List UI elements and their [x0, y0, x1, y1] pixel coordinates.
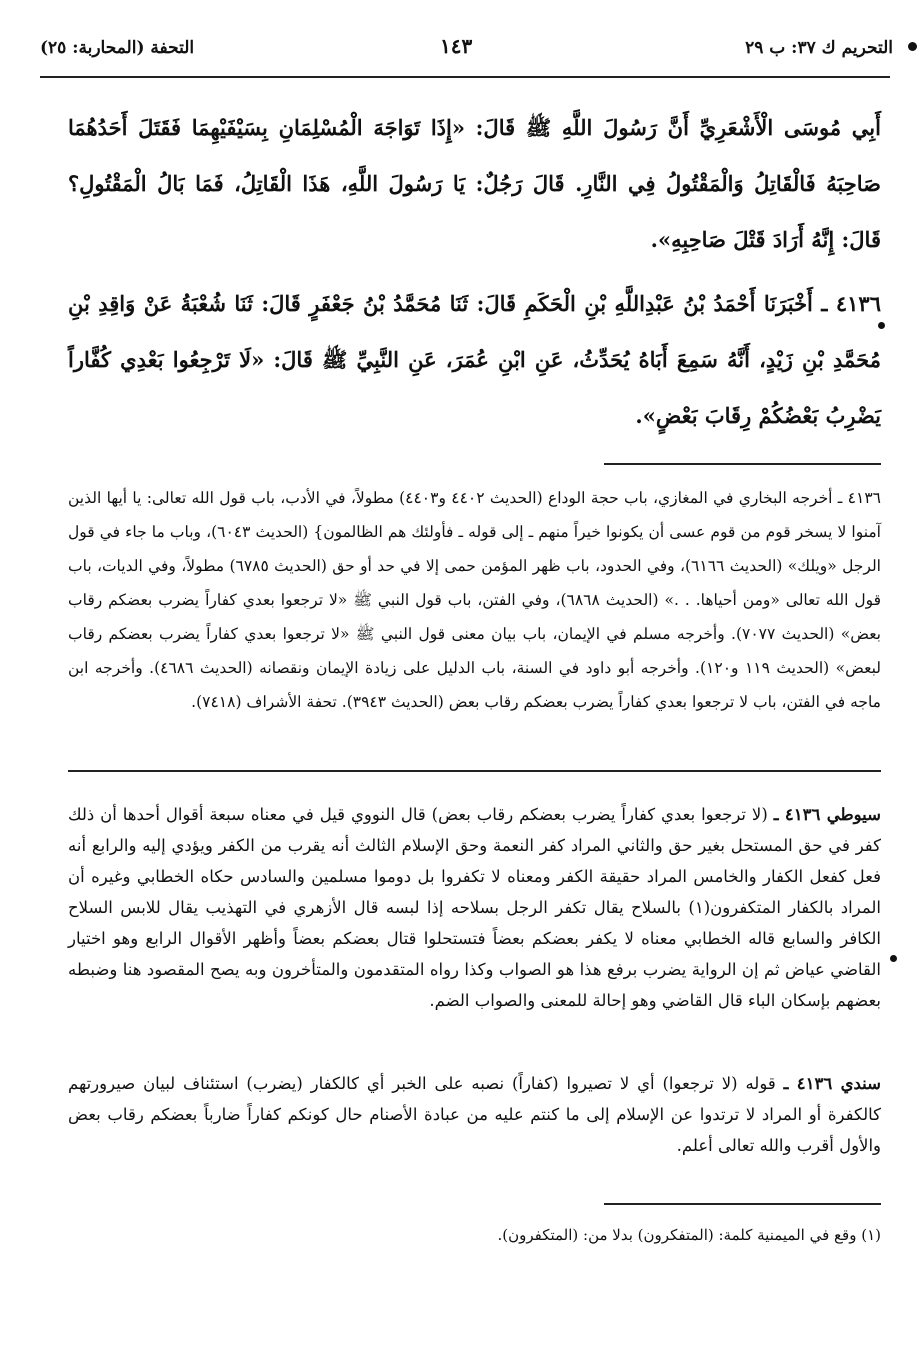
hadith-4136-text: ٤١٣٦ ـ أَخْبَرَنَا أَحْمَدُ بْنُ عَبْدِاللَّهِ بْنِ الْحَكَمِ قَالَ: ثَنَا مُحَمَّدُ بْنُ جَعْفَرٍ قَالَ: ثَنَا شُعْبَةُ عَنْ وَاقِدِ بْنِ مُحَمَّدِ بْنِ زَيْدٍ، أَنَّهُ سَمِعَ أَبَاهُ يُحَدِّثُ، عَنِ ابْنِ عُمَرَ، عَنِ النَّبِيِّ ﷺ قَالَ: «لَا تَرْجِعُوا بَعْدِي كُفَّاراً يَضْرِبُ بَعْضُكُمْ رِقَابَ بَعْضٍ». — [68, 291, 881, 428]
suyuti-commentary — [68, 799, 881, 1049]
suyuti-text: (لا ترجعوا بعدي كفاراً يضرب بعضكم رقاب بعض) قال النووي قيل في معناه سبعة أقوال أحدها أن ذلك كفر في حق المستحل بغير حق والثاني المراد كفر النعمة وحق الإسلام الثالث أنه يقرب من الكفر ويؤدي إليه والرابع أنه فعل كفعل الكفار والخامس المراد حقيقة الكفر ومعناه لا تكفروا بل دوموا مسلمين والسادس حكاه الخطابي وغيره أن المراد بالكفار المتكفرون(١) بالسلاح يقال تكفر الرجل بسلاحه إذا لبسه قال الأزهري في التهذيب يقال للابس السلاح الكافر والسابع قاله الخطابي معناه لا يكفر بعضكم بعضاً فتستحلوا قتال بعضكم بعضاً وأظهر الأقوال الرابع وهو اختيار القاضي عياض ثم إن الرواية يضرب برفع هذا هو الصواب وكذا رواه المتقدمون والمتأخرون وبه يصح المقصود هنا وضبطه بعضهم بإسكان الباء قال القاضي وهو إحالة للمعنى والصواب الضم. — [68, 805, 881, 1010]
header-rule — [40, 76, 890, 78]
header-chapter-reference: التحريم ك ٣٧: ب ٢٩ — [745, 38, 893, 58]
takhrij-note: ٤١٣٦ ـ أخرجه البخاري في المغازي، باب حجة الوداع (الحديث ٤٤٠٢ و٤٤٠٣) مطولاً، في الأدب، باب قول الله تعالى: يا أيها الذين آمنوا لا يسخر قوم من قوم عسى أن يكونوا خيراً منهم ـ إلى قوله ـ فأولئك هم الظالمون} (الحديث ٦٠٤٣)، وباب ما جاء في قول الرجل «ويلك» (الحديث ٦١٦٦)، وفي الحدود، باب ظهر المؤمن حمى إلا في حد أو حق (الحديث ٦٧٨٥) مطولاً، وفي الديات، باب قول الله تعالى «ومن أحياها. . .» (الحديث ٦٨٦٨)، وفي الفتن، باب قول النبي ﷺ «لا ترجعوا بعدي كفاراً يضرب بعضكم رقاب بعض» (الحديث ٧٠٧٧). وأخرجه مسلم في الإيمان، باب بيان معنى قول النبي ﷺ «لا ترجعوا بعدي كفاراً يضرب بعضكم رقاب لبعض» (الحديث ١١٩ و١٢٠). وأخرجه أبو داود في السنة، باب الدليل على زيادة الإيمان ونقصانه (الحديث ٤٦٨٦). وأخرجه ابن ماجه في الفتن، باب لا ترجعوا بعدي كفاراً يضرب بعضكم رقاب بعض (الحديث ٣٩٤٣). تحفة الأشراف (٧٤١٨). — [68, 489, 881, 711]
page-edge-dot — [908, 42, 917, 51]
sindi-text: قوله (لا ترجعوا) أي لا تصيروا (كفاراً) نصبه على الخبر أي كالكفار (يضرب) استئناف لبيان صيرورتهم كالكفرة أو المراد لا ترتدوا عن الإسلام إلى ما كنتم عليه من عبادة الأصنام حال كونكم كفاراً ضارباً بعضكم رقاب بعض والأول أقرب والله تعالى أعلم. — [68, 1074, 881, 1155]
footnote-separator — [604, 463, 881, 465]
header-tuhfa-reference: التحفة (المحاربة: ٢٥) — [40, 38, 195, 58]
commentary-margin-marker — [890, 955, 897, 962]
suyuti-label: سيوطي ٤١٣٦ ـ — [773, 805, 881, 824]
page-number: ١٤٣ — [440, 34, 473, 58]
hadith-continuation: أَبِي مُوسَى الْأَشْعَرِيِّ أَنَّ رَسُولَ اللَّهِ ﷺ قَالَ: «إِذَا تَوَاجَهَ الْمُسْلِمَانِ بِسَيْفَيْهِمَا فَقَتَلَ أَحَدُهُمَا صَاحِبَهُ فَالْقَاتِلُ وَالْمَقْتُولُ فِي النَّارِ. قَالَ رَجُلٌ: يَا رَسُولَ اللَّهِ، هَذَا الْقَاتِلُ، فَمَا بَالُ الْمَقْتُولِ؟ قَالَ: إِنَّهُ أَرَادَ قَتْلَ صَاحِبِهِ». — [68, 115, 881, 252]
bottom-footnote-separator — [604, 1203, 881, 1205]
sindi-label: سندي ٤١٣٦ ـ — [783, 1074, 881, 1093]
sindi-commentary — [68, 1068, 881, 1178]
commentary-rule — [68, 770, 881, 772]
variant-reading-footnote: (١) وقع في الميمنية كلمة: (المتفكرون) بدلا من: (المتكفرون). — [497, 1226, 881, 1244]
